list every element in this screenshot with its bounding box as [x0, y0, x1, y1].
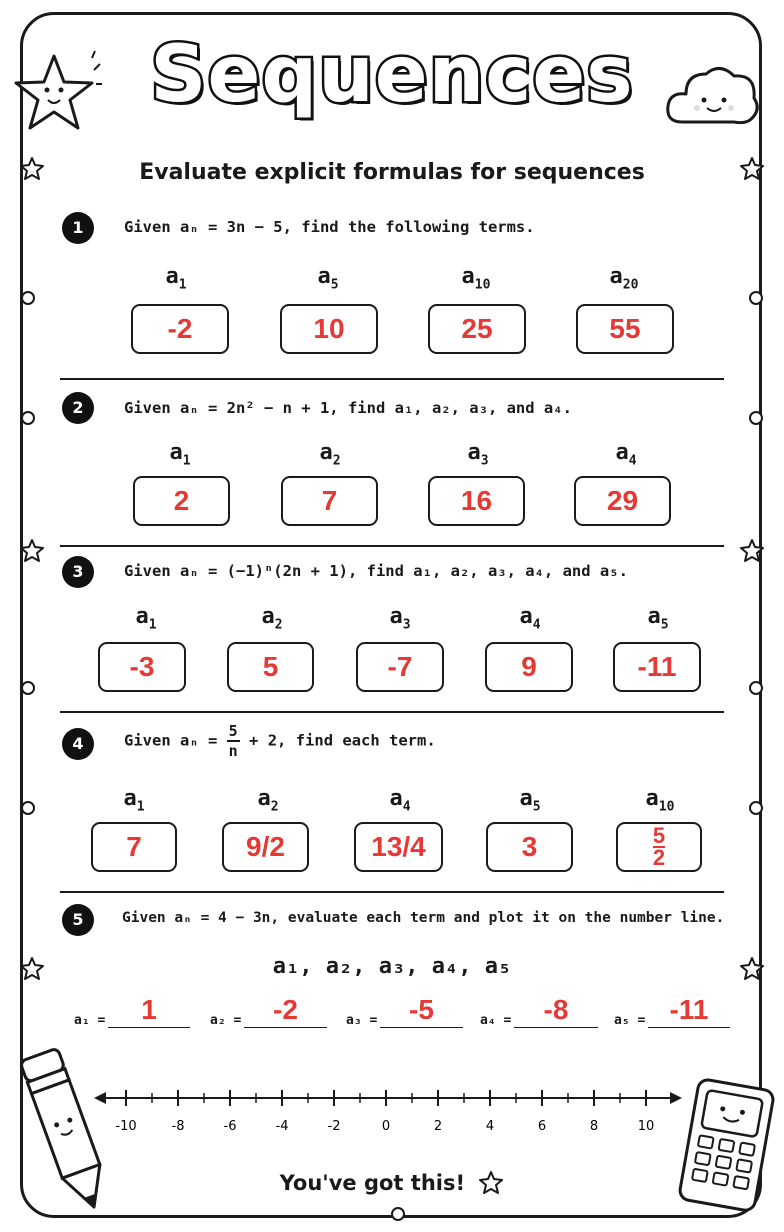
- answer-box[interactable]: 5: [227, 642, 314, 692]
- answer-box[interactable]: 3: [486, 822, 573, 872]
- answer-box[interactable]: 29: [574, 476, 671, 526]
- number-line-tick-label: -8: [171, 1119, 185, 1134]
- number-line-tick-label: 0: [381, 1119, 391, 1134]
- problem-5-prompt: Given aₙ = 4 − 3n, evaluate each term and plot it on the number line.: [122, 910, 725, 926]
- term-label: $a_{20}$: [609, 264, 639, 293]
- problem-3-number: 3: [62, 556, 94, 588]
- term-label: $a_{10}$: [461, 264, 491, 293]
- number-line-tick-label: -10: [115, 1119, 137, 1134]
- term-label: $a_3$: [467, 440, 489, 469]
- term-label: $a_1$: [165, 264, 187, 293]
- answer-box-fraction[interactable]: $\frac{5}{2}$: [616, 822, 702, 872]
- number-line-tick-label: 10: [637, 1119, 655, 1134]
- number-line-tick-label: -4: [275, 1119, 289, 1134]
- term-label: $a_1$: [135, 604, 157, 633]
- footer-message: You've got this!: [0, 1170, 784, 1195]
- problem-4-number: 4: [62, 728, 94, 760]
- blank-a5[interactable]: a₅ = -11: [614, 1000, 730, 1030]
- answer-box[interactable]: 9: [485, 642, 573, 692]
- number-line-tick-label: 6: [537, 1119, 547, 1134]
- term-label: $a_4$: [389, 786, 411, 815]
- number-line-tick-label: 8: [589, 1119, 599, 1134]
- number-line-tick-label: -6: [223, 1119, 237, 1134]
- answer-box[interactable]: 16: [428, 476, 525, 526]
- term-label: $a_1$: [169, 440, 191, 469]
- problem-1-number: 1: [62, 212, 94, 244]
- number-line[interactable]: [92, 1082, 692, 1142]
- problem-5-number: 5: [62, 904, 94, 936]
- answer-box[interactable]: -11: [613, 642, 701, 692]
- term-label: $a_1$: [123, 786, 145, 815]
- term-label: $a_5$: [317, 264, 339, 293]
- blank-a2[interactable]: a₂ = -2: [210, 1000, 327, 1030]
- answer-box[interactable]: -3: [98, 642, 186, 692]
- term-label: $a_4$: [615, 440, 637, 469]
- term-label: $a_2$: [257, 786, 279, 815]
- problem-4-prompt: Given aₙ = $\frac{5}{n}$ + 2, find each term.: [124, 722, 436, 760]
- answer-box[interactable]: 55: [576, 304, 674, 354]
- answer-box[interactable]: -7: [356, 642, 444, 692]
- page-title: Sequences: [150, 30, 634, 120]
- problem-1-prompt: Given aₙ = 3n − 5, find the following terms.: [124, 218, 535, 236]
- answer-box[interactable]: 2: [133, 476, 230, 526]
- number-line-tick-label: 2: [433, 1119, 443, 1134]
- answer-box[interactable]: 7: [281, 476, 378, 526]
- sequence-term-list: a₁, a₂, a₃, a₄, a₅: [272, 954, 512, 979]
- answer-box[interactable]: 10: [280, 304, 378, 354]
- prompt-fraction: $\frac{5}{n}$: [228, 722, 238, 760]
- page-subtitle: Evaluate explicit formulas for sequences: [139, 160, 645, 185]
- answer-box[interactable]: 25: [428, 304, 526, 354]
- answer-box[interactable]: 7: [91, 822, 177, 872]
- star-icon: [478, 1170, 504, 1194]
- blank-a4[interactable]: a₄ = -8: [480, 1000, 598, 1030]
- section-divider: [60, 378, 724, 380]
- section-divider: [60, 891, 724, 893]
- section-divider: [60, 545, 724, 547]
- blank-a1[interactable]: a₁ = 1: [74, 1000, 190, 1030]
- term-label: $a_5$: [519, 786, 541, 815]
- term-label: $a_{10}$: [645, 786, 675, 815]
- section-divider: [60, 711, 724, 713]
- term-label: $a_2$: [261, 604, 283, 633]
- calculator-mascot-icon: [676, 1078, 776, 1218]
- problem-2-prompt: Given aₙ = 2n² − n + 1, find a₁, a₂, a₃, and a₄.: [124, 399, 572, 417]
- answer-box[interactable]: -2: [131, 304, 229, 354]
- blank-a3[interactable]: a₃ = -5: [346, 1000, 463, 1030]
- problem-3-prompt: Given aₙ = (−1)ⁿ(2n + 1), find a₁, a₂, a₃, a₄, and a₅.: [124, 562, 628, 580]
- term-label: $a_2$: [319, 440, 341, 469]
- number-line-tick-label: 4: [485, 1119, 495, 1134]
- problem-2-number: 2: [62, 392, 94, 424]
- term-label: $a_5$: [647, 604, 669, 633]
- answer-box[interactable]: 9/2: [222, 822, 309, 872]
- term-label: $a_3$: [389, 604, 411, 633]
- number-line-tick-label: -2: [327, 1119, 341, 1134]
- term-label: $a_4$: [519, 604, 541, 633]
- answer-box[interactable]: 13/4: [354, 822, 443, 872]
